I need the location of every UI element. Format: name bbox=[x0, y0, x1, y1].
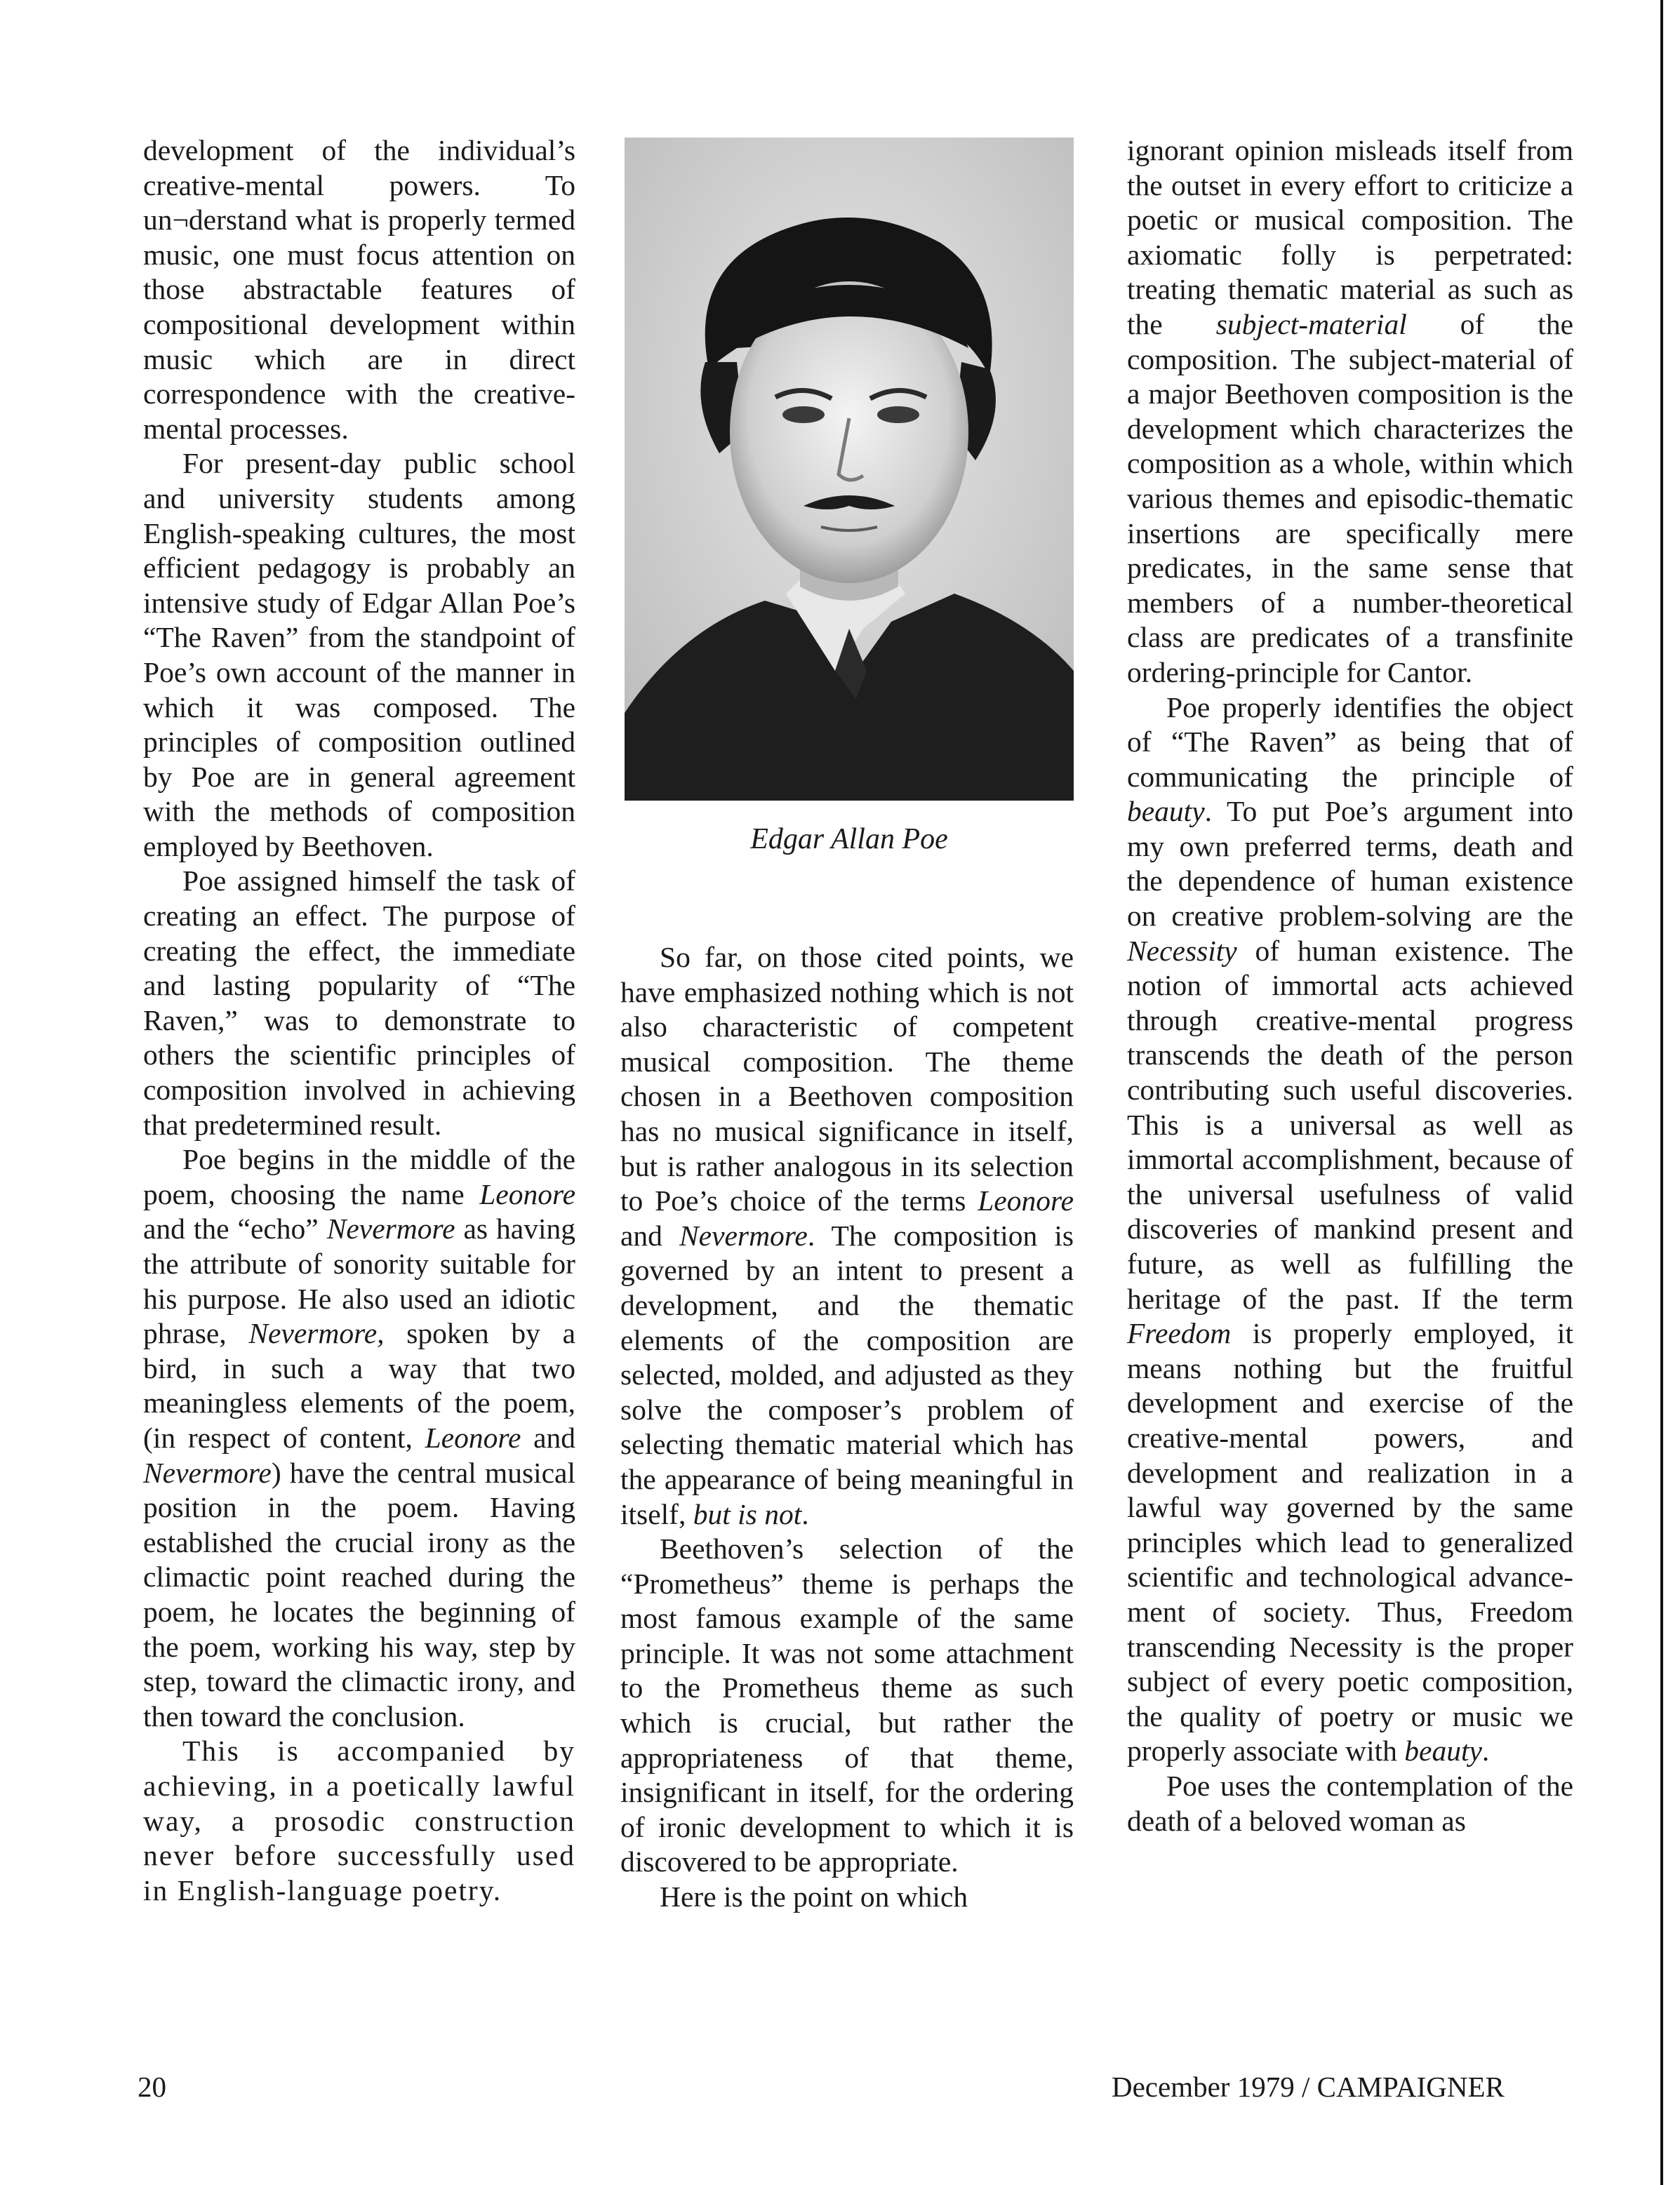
italic-term: Freedom bbox=[1127, 1317, 1232, 1350]
paragraph bbox=[620, 940, 1074, 1532]
italic-term: Leonore bbox=[479, 1177, 575, 1210]
italic-term: Nevermore, bbox=[248, 1317, 385, 1350]
text-run: is properly employed, it means nothing but the fruitful development and exercise of the creative-mental powers, and development and realization in a lawful way governed by the same principles which lead to generalized scientific and technological advancement of society. Thus, Freedom transcending Necessity is the proper subject of every poetic composition, the quality of poetry or music we properly associate with bbox=[1127, 1317, 1573, 1768]
text-run: So far, on those cited points, we have emphasized nothing which is not also characteristic of competent musical composition. The theme chosen in a Beethoven composition has no musical significance in itself, but is rather analogous in its selection to Poe’s choice of the terms bbox=[620, 941, 1074, 1217]
text-run: . The composition is governed by an intent to present a development, and the thematic elements of the composition are selected, molded, and adjusted as they solve the composer’s problem of selecting thematic material which has the appearance of being meaningful in itself, bbox=[620, 1219, 1074, 1530]
text-run: . To put Poe’s argument into my own preferred terms, death and the dependence of human existence on creative problem-solving are the bbox=[1127, 795, 1573, 933]
italic-term: Necessity bbox=[1127, 934, 1237, 967]
text-run: ) have the central musical position in the poem. Having established the crucial irony as the climactic point reached during the poem, he locates the beginning of the poem, working his way, step by step, toward the climactic irony, and then toward the conclusion. bbox=[143, 1456, 575, 1732]
text-run: as having the attribute of sonority suitable for his purpose. He also used an idiotic phrase, bbox=[143, 1212, 575, 1350]
page-edge-line bbox=[1660, 0, 1663, 2185]
italic-term: Nevermore bbox=[326, 1212, 455, 1245]
paragraph: For present-day public school and university students among English-speaking cultures, the most efficient pedagogy is probably an intensive study of Edgar Allan Poe’s “The Raven” from the standpoint of Poe’s own account of the manner in which it was composed. The principles of composition outlined by Poe are in general agreement with the methods of composition employed by Beethoven. bbox=[143, 447, 575, 862]
text-run: Poe begins in the middle of the poem, choosing the name bbox=[143, 1143, 575, 1210]
italic-term: beauty bbox=[1404, 1735, 1482, 1768]
text-run: and bbox=[620, 1219, 679, 1252]
figure-caption: Edgar Allan Poe bbox=[750, 823, 948, 855]
text-run: and bbox=[521, 1421, 575, 1454]
text-column-2 bbox=[620, 940, 1074, 1915]
text-column-1 bbox=[143, 133, 575, 1908]
paragraph bbox=[1127, 690, 1573, 1769]
italic-term: subject-material bbox=[1215, 307, 1407, 340]
paragraph: Poe uses the contemplation of the death of a beloved woman as bbox=[1127, 1769, 1573, 1837]
italic-term: Nevermore bbox=[679, 1219, 808, 1252]
italic-term: Nevermore bbox=[143, 1456, 272, 1489]
italic-term: Leonore bbox=[425, 1421, 521, 1454]
paragraph: Here is the point on which bbox=[660, 1880, 968, 1913]
paragraph: Beethoven’s selection of the “Prometheus” theme is perhaps the most famous example of the same principle. It was not some attachment to the Prometheus theme as such which is crucial, but rather the appropriateness of that theme, insignificant in itself, for the ordering of ironic development to which it is discovered to be appropriate. bbox=[620, 1532, 1074, 1878]
text-run: of human existence. The notion of immortal acts achieved through creative-mental progress transcends the death of the person contributing such useful discoveries. This is a universal as well as immortal accomplishment, because of the universal usefulness of valid discoveries of mankind present and future, as well as fulfilling the heritage of the past. If the term bbox=[1127, 934, 1573, 1315]
text-run: ignorant opinion misleads itself from the outset in every effort to criticize a poetic or musical composition. The axiomatic folly is perpetrated: treating thematic material as such as the bbox=[1127, 134, 1573, 340]
text-column-3 bbox=[1127, 133, 1573, 1838]
running-footer: December 1979 / CAMPAIGNER bbox=[1112, 2071, 1505, 2103]
text-run: . bbox=[1481, 1735, 1490, 1768]
text-run: of the composition. The subject-material of a major Beethoven composition is the development which characterizes the composition as a whole, within which various themes and episodic-thematic insertions are specifically mere predicates, in the same sense that members of a number-theoretical class are predicates of a transfinite ordering-principle for Cantor. bbox=[1127, 307, 1573, 688]
portrait-photo bbox=[625, 138, 1074, 801]
italic-term: but is not bbox=[693, 1497, 802, 1530]
paragraph bbox=[143, 1142, 575, 1734]
text-run: . bbox=[801, 1497, 809, 1530]
text-run: Poe properly identifies the object of “The Raven” as being that of communicating the principle of bbox=[1127, 690, 1573, 793]
text-run: and the “echo” bbox=[143, 1212, 327, 1245]
paragraph: Poe assigned himself the task of creating an effect. The purpose of creating the effect, the immediate and lasting popularity of “The Raven,” was to demonstrate to others the scientific principles of composition involved in achieving that predetermined result. bbox=[143, 864, 575, 1141]
italic-term: Leonore bbox=[978, 1184, 1074, 1217]
page-number: 20 bbox=[138, 2071, 166, 2103]
paragraph: This is accompanied by achieving, in a poetically lawful way, a prosodic construction never before successfully used in English-language poetry. bbox=[143, 1735, 575, 1906]
italic-term: beauty bbox=[1127, 795, 1205, 828]
paragraph: development of the individual’s creative-mental powers. To un¬derstand what is properly termed music, one must focus attention on those abstractable features of compositional development within music which are in direct correspondence with the creative-mental processes. bbox=[143, 134, 575, 445]
text-run: spoken by a bird, in such a way that two meaningless elements of the poem, (in respect of content, bbox=[143, 1317, 575, 1454]
paragraph bbox=[1127, 133, 1573, 690]
